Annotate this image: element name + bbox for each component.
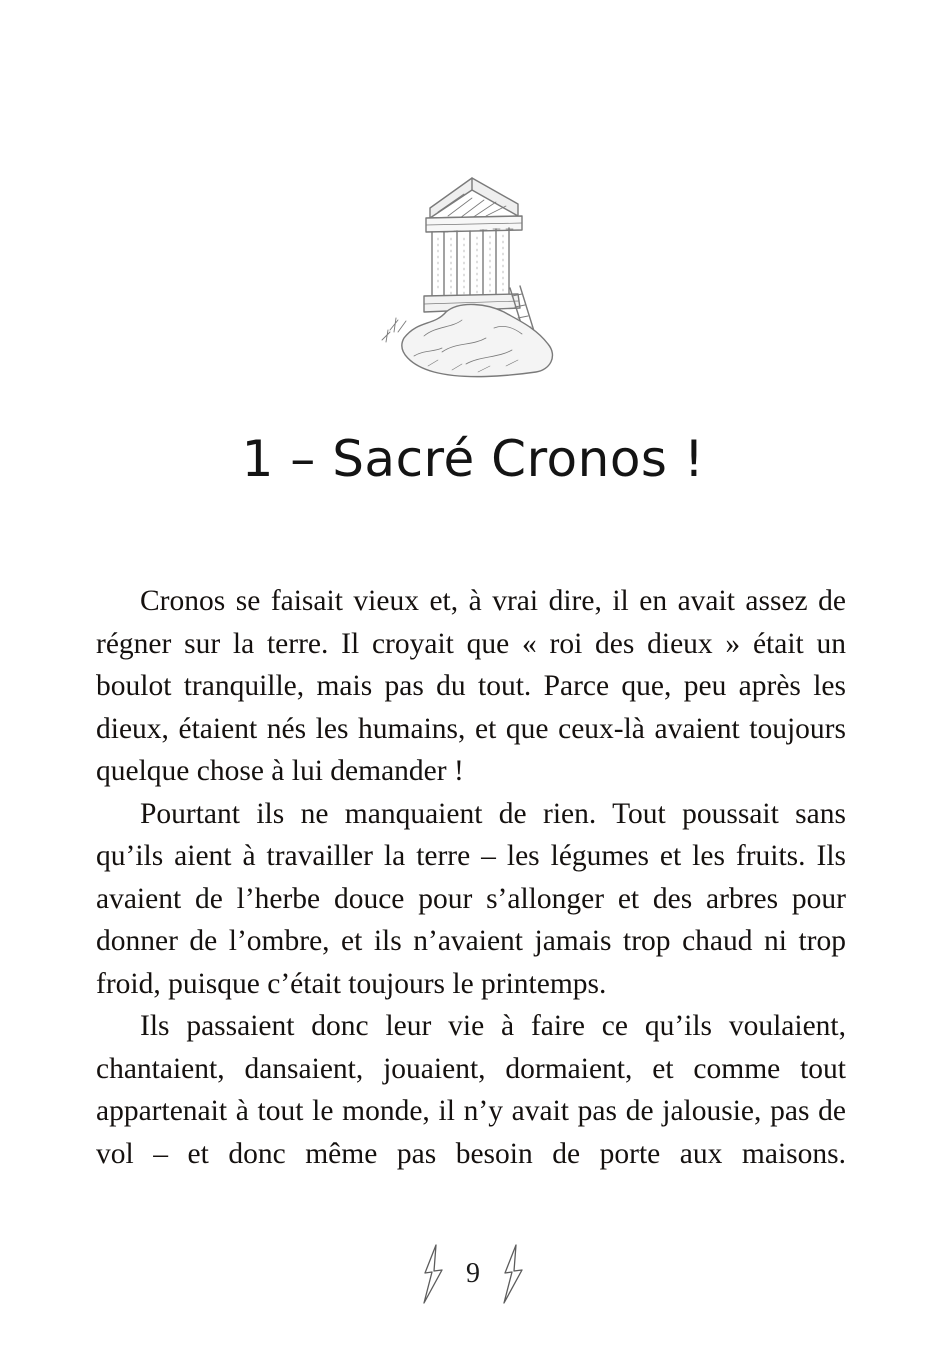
lightning-bolt-icon-right [500,1243,526,1305]
paragraph-1: Cronos se faisait vieux et, à vrai dire, il en avait assez de régner sur la terre. Il croyait que « roi des dieux » était un boulot tranquille, mais pas du tout. Parce que, peu après les dieux, étaient nés les humains, et que ceux-là avaient toujours quelque chose à lui demander ! [96,585,846,787]
lightning-bolt-icon-left [420,1243,446,1305]
chapter-illustration [0,150,946,390]
paragraph-2: Pourtant ils ne manquaient de rien. Tout poussait sans qu’ils aient à travailler la terre – les légumes et les fruits. Ils avaient de l’herbe douce pour s’allonger et des arbres pour donner de l’ombre, et ils n’avaient jamais trop chaud ni trop froid, puisque c’était toujours le printemps. [96,797,846,1000]
greek-temple-on-hill-icon [368,160,578,390]
chapter-title: 1 – Sacré Cronos ! [241,429,705,488]
page-number: 9 [466,1258,480,1289]
page-footer [0,1243,946,1305]
chapter-body [96,580,846,1218]
paragraph-3: Ils passaient donc leur vie à faire ce qu’ils voulaient, chantaient, dansaient, jouaient, dormaient, et comme tout appartenait à tout le monde, il n’y avait pas de jalousie, pas de vol – et donc même pas besoin de porte aux maisons. [96,1010,846,1170]
